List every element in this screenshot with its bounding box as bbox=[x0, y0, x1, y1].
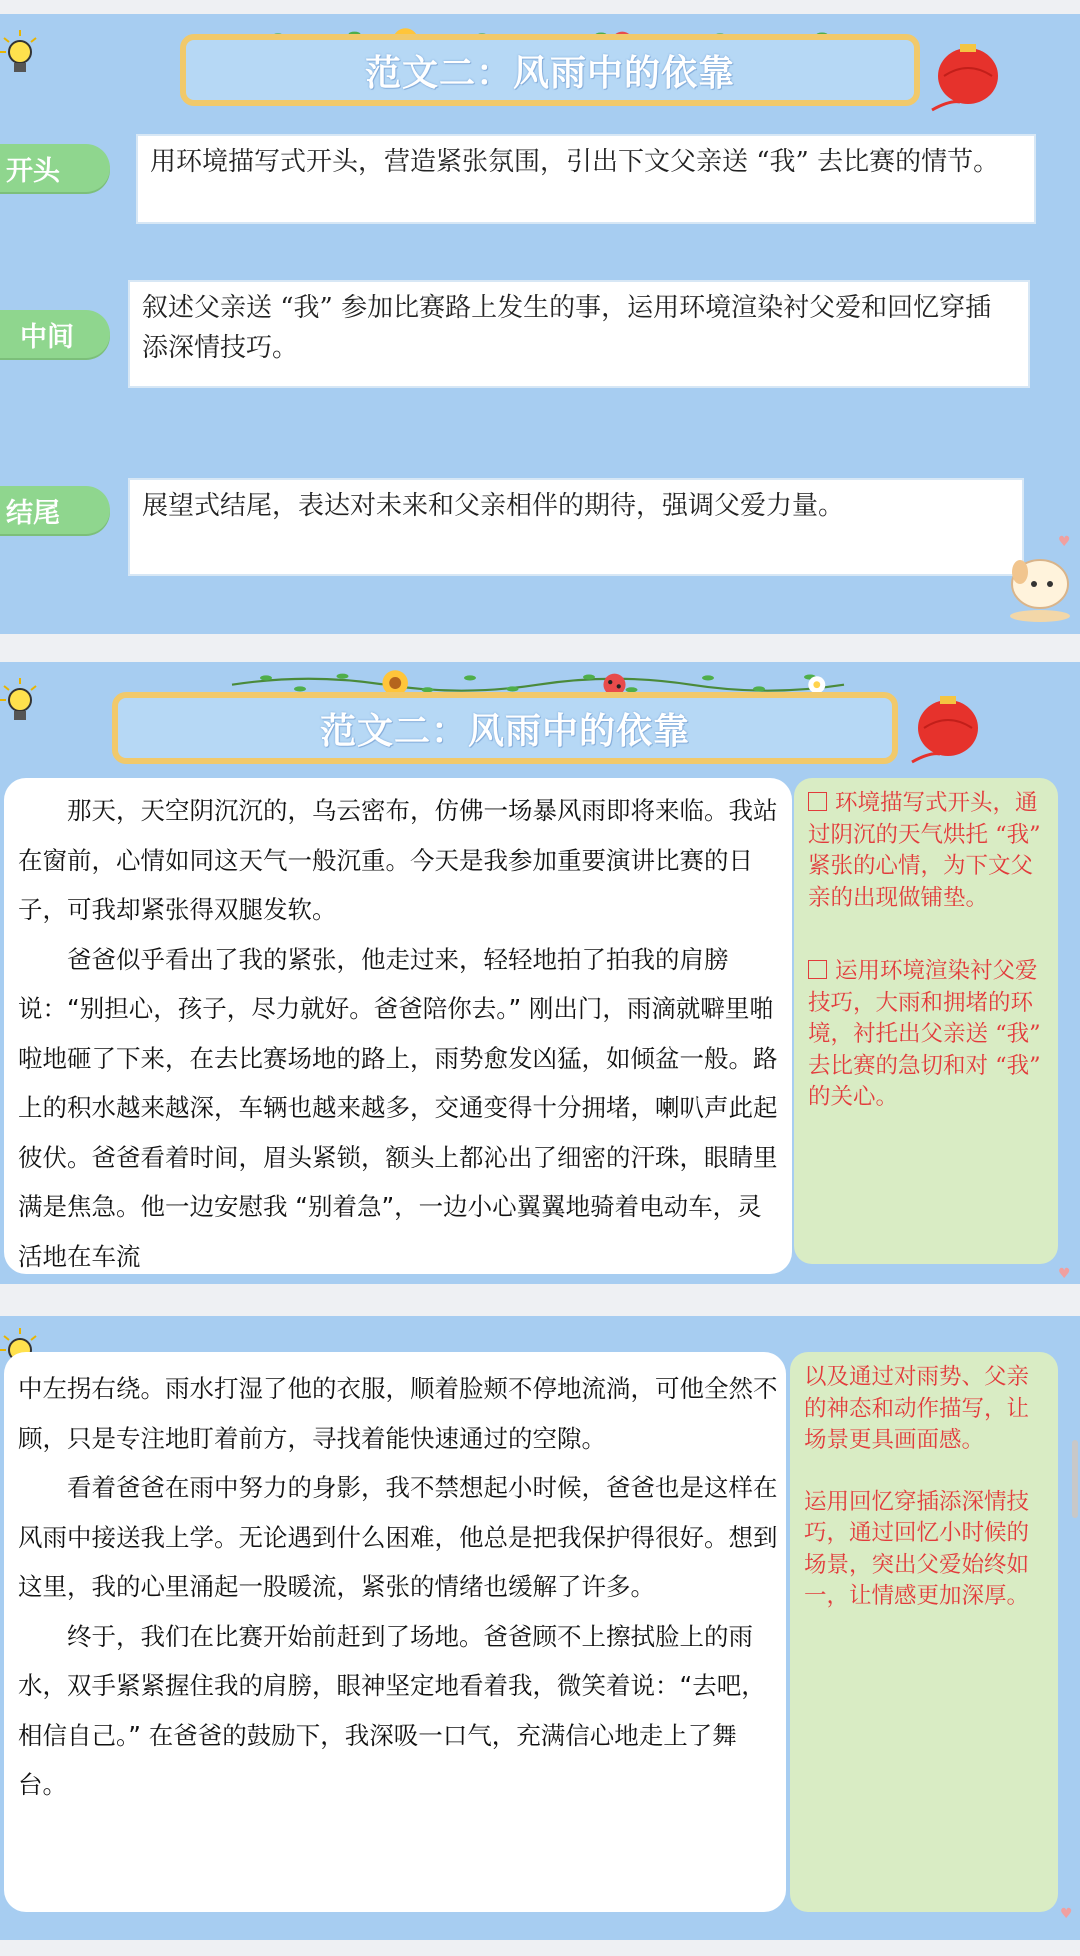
essay-paragraph: 终于，我们在比赛开始前赶到了场地。爸爸顾不上擦拭脸上的雨水，双手紧紧握住我的肩膀，眼神坚定地看着我，微笑着说：“去吧，相信自己。” 在爸爸的鼓励下，我深吸一口气，充满信心地走上了舞台。 bbox=[18, 1621, 766, 1799]
ending-note-text: 展望式结尾，表达对未来和父亲相伴的期待，强调父爱力量。 bbox=[142, 491, 845, 521]
essay-text-box bbox=[4, 1352, 786, 1912]
tag-ending-label: 结尾 bbox=[6, 497, 60, 529]
tag-opening bbox=[0, 144, 110, 192]
heart-icon: ♥ bbox=[1058, 1266, 1071, 1282]
checkbox-icon bbox=[808, 960, 827, 979]
ending-note bbox=[128, 478, 1024, 576]
annotation-panel bbox=[790, 1352, 1058, 1912]
essay-text-box bbox=[4, 778, 792, 1274]
slide-outline bbox=[0, 14, 1080, 634]
essay-paragraph: 那天，天空阴沉沉的，乌云密布，仿佛一场暴风雨即将来临。我站在窗前，心情如同这天气一般沉重。今天是我参加重要演讲比赛的日子，可我却紧张得双腿发软。 bbox=[18, 796, 778, 924]
puppy-illustration bbox=[1000, 544, 1080, 624]
annotation-panel bbox=[794, 778, 1058, 1264]
heart-icon: ♥ bbox=[1058, 534, 1071, 550]
annotation-text: 环境描写式开头，通过阴沉的天气烘托 “我” 紧张的心情，为下文父亲的出现做铺垫。 bbox=[808, 790, 1041, 911]
slide-essay-part-1 bbox=[0, 662, 1080, 1284]
essay-paragraph: 爸爸似乎看出了我的紧张，他走过来，轻轻地拍了拍我的肩膀说：“别担心，孩子，尽力就好。爸爸陪你去。” 刚出门，雨滴就噼里啪啦地砸了下来，在去比赛场地的路上，雨势愈发凶猛，如倾盆一般。路上的积水越来越深，车辆也越来越多，交通变得十分拥堵，喇叭声此起彼伏。爸爸看着时间，眉头紧锁，额头上都沁出了细密的汗珠，眼睛里满是焦急。他一边安慰我 “别着急”，一边小心翼翼地骑着电动车，灵活地在车流 bbox=[18, 944, 778, 1271]
middle-note-text: 叙述父亲送 “我” 参加比赛路上发生的事，运用环境渲染衬父爱和回忆穿插添深情技巧。 bbox=[142, 293, 992, 363]
lantern-icon bbox=[910, 692, 990, 772]
tag-middle bbox=[0, 310, 110, 358]
tag-middle-label: 中间 bbox=[20, 321, 74, 353]
annotation-note bbox=[808, 788, 1050, 914]
essay-paragraph: 中左拐右绕。雨水打湿了他的衣服，顺着脸颊不停地流淌，可他全然不顾，只是专注地盯着前方，寻找着能快速通过的空隙。 bbox=[18, 1374, 778, 1453]
tag-ending bbox=[0, 486, 110, 534]
title-banner bbox=[112, 692, 898, 764]
annotation-text: 运用环境渲染衬父爱技巧，大雨和拥堵的环境，衬托出父亲送 “我” 去比赛的急切和对 “我” 的关心。 bbox=[808, 958, 1041, 1110]
opening-note-text: 用环境描写式开头，营造紧张氛围，引出下文父亲送 “我” 去比赛的情节。 bbox=[150, 147, 1000, 177]
title-banner bbox=[180, 34, 920, 106]
annotation-note bbox=[808, 956, 1050, 1114]
banner-title: 范文二：风雨中的依靠 bbox=[319, 710, 690, 752]
tag-opening-label: 开头 bbox=[6, 155, 60, 187]
opening-note bbox=[136, 134, 1036, 224]
slide-essay-part-2 bbox=[0, 1316, 1080, 1940]
scrollbar-thumb[interactable] bbox=[1072, 1440, 1078, 1518]
essay-paragraph: 看着爸爸在雨中努力的身影，我不禁想起小时候，爸爸也是这样在风雨中接送我上学。无论遇到什么困难，他总是把我保护得很好。想到这里，我的心里涌起一股暖流，紧张的情绪也缓解了许多。 bbox=[18, 1473, 778, 1601]
lightbulb-icon bbox=[0, 676, 40, 728]
heart-icon: ♥ bbox=[1060, 1906, 1073, 1922]
checkbox-icon bbox=[808, 792, 827, 811]
lightbulb-icon bbox=[0, 28, 40, 80]
annotation-note: 以及通过对雨势、父亲的神态和动作描写，让场景更具画面感。 bbox=[804, 1364, 1030, 1453]
banner-title: 范文二：风雨中的依靠 bbox=[364, 52, 735, 94]
lantern-icon bbox=[930, 40, 1010, 120]
middle-note bbox=[128, 280, 1030, 388]
annotation-note: 运用回忆穿插添深情技巧，通过回忆小时候的场景，突出父爱始终如一，让情感更加深厚。 bbox=[804, 1488, 1030, 1609]
